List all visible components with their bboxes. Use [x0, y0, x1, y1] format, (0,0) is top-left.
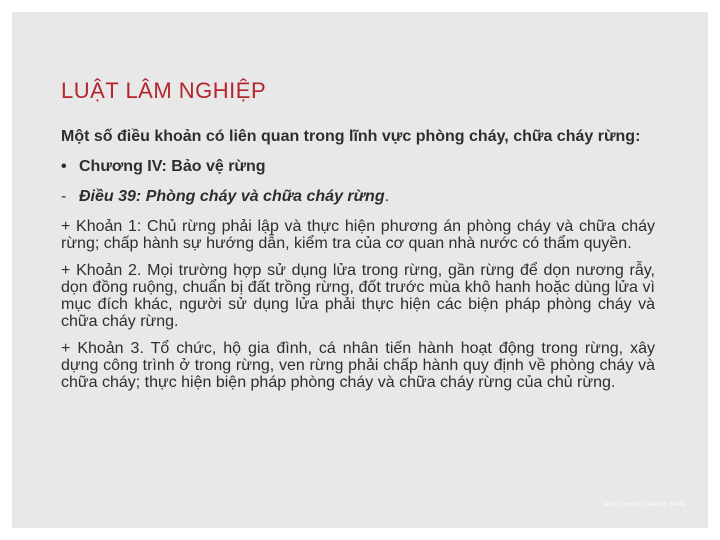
- chapter-bullet: [61, 158, 655, 175]
- slide-content: [61, 128, 655, 401]
- photo-credit: ADD PHOTO CREDIT HERE: [604, 502, 686, 508]
- clause-2: + Khoản 2. Mọi trường hợp sử dụng lửa trong rừng, gần rừng để dọn nương rẫy, dọn đồng ruộng, chuẩn bị đất trồng rừng, đốt trước mùa khô hanh hoặc dùng lửa vì mục đích khác, người sử dụng lửa phải thực hiện các biện pháp phòng cháy và chữa cháy rừng.: [61, 262, 655, 330]
- clause-1: + Khoản 1: Chủ rừng phải lập và thực hiện phương án phòng cháy và chữa cháy rừng; chấp hành sự hướng dẫn, kiểm tra của cơ quan nhà nước có thẩm quyền.: [61, 218, 655, 252]
- slide-title: LUẬT LÂM NGHIỆP: [61, 78, 267, 103]
- dash-marker: -: [61, 188, 67, 205]
- bullet-marker: •: [61, 158, 67, 175]
- intro-text: Một số điều khoản có liên quan trong lĩnh vực phòng cháy, chữa cháy rừng:: [61, 128, 641, 145]
- article-text: Điều 39: Phòng cháy và chữa cháy rừng: [79, 188, 385, 205]
- chapter-text: Chương IV: Bảo vệ rừng: [79, 158, 266, 175]
- article-suffix: .: [384, 188, 390, 205]
- article-line: [61, 188, 655, 205]
- slide-panel: [12, 12, 708, 528]
- clause-3: + Khoản 3. Tổ chức, hộ gia đình, cá nhân tiến hành hoạt động trong rừng, xây dựng công trình ở trong rừng, ven rừng phải chấp hành quy định về phòng cháy và chữa cháy; thực hiện biện pháp phòng cháy và chữa cháy rừng của chủ rừng.: [61, 340, 655, 391]
